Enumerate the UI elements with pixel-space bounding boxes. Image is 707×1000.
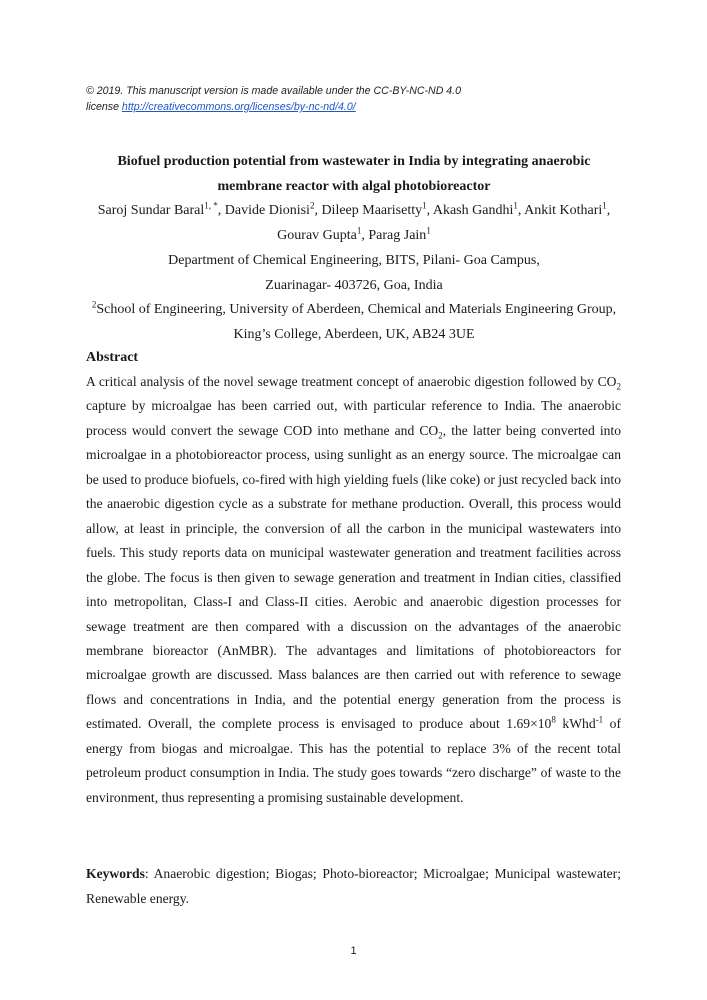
affiliation-1-line-2: Zuarinagar- 403726, Goa, India: [265, 278, 443, 293]
abstract-heading: Abstract: [86, 350, 139, 365]
affiliation-2-text: School of Engineering, University of Aberdeen, Chemical and Materials Engineering Group,: [96, 302, 617, 317]
author-name: Akash Gandhi: [432, 203, 514, 218]
author-name: Davide Dionisi: [224, 203, 310, 218]
author-affiliation-mark: 1: [422, 200, 427, 211]
affiliation-2-line-1: [72, 297, 636, 322]
author-name: Ankit Kothari: [524, 203, 603, 218]
affiliation-2-mark: 2: [91, 299, 97, 310]
author-separator: ,: [517, 203, 525, 218]
author-name: Saroj Sundar Baral: [97, 203, 205, 218]
license-prefix: license: [86, 101, 122, 113]
title-line-1: Biofuel production potential from wastewater in India by integrating anaerobic: [117, 154, 591, 169]
author-affiliation-mark: 1: [602, 200, 607, 211]
author-name: Dileep Maarisetty: [321, 203, 423, 218]
author-affiliation-mark: 1, *: [204, 200, 218, 211]
keywords-label: Keywords: [86, 866, 145, 881]
keywords-list: : Anaerobic digestion; Biogas; Photo-bioreactor; Microalgae; Municipal wastewater; Renewable energy.: [86, 866, 621, 906]
abstract-text: kWhd: [555, 716, 596, 732]
title-line-2: membrane reactor with algal photobioreactor: [217, 179, 491, 194]
license-line-1: © 2019. This manuscript version is made available under the CC-BY-NC-ND 4.0: [86, 85, 462, 97]
subscript: 2: [438, 430, 443, 441]
subscript: 2: [616, 381, 621, 392]
author-separator: ,: [426, 203, 433, 218]
author-separator: ,: [217, 203, 225, 218]
paper-title: [70, 149, 638, 199]
affiliation-1-line-1: Department of Chemical Engineering, BITS, Pilani- Goa Campus,: [168, 253, 540, 268]
abstract-text: capture by microalgae has been carried out, with particular reference to India. The anaerobic process would convert the sewage COD into methane and CO: [86, 398, 621, 438]
author-affiliation-mark: 1: [513, 200, 518, 211]
author-name: Gourav Gupta: [277, 228, 357, 243]
author-affiliation-mark: 1: [356, 225, 362, 236]
abstract-body: [86, 370, 621, 810]
abstract-text: of energy from biogas and microalgae. This has the potential to replace 3% of the recent total petroleum product consumption in India. The study goes towards “zero discharge” of waste to the environment, thus representing a promising sustainable development.: [86, 716, 621, 805]
affiliation-1: [72, 248, 636, 298]
author-separator: ,: [361, 228, 369, 243]
license-line-2: [86, 99, 626, 115]
keywords-section: [86, 861, 621, 911]
abstract-text: A critical analysis of the novel sewage treatment concept of anaerobic digestion followed by CO: [86, 374, 617, 389]
superscript: 8: [551, 714, 556, 725]
author-affiliation-mark: 2: [309, 200, 315, 211]
abstract-text: , the latter being converted into microalgae in a photobioreactor process, using sunlight as an energy source. The microalgae can be used to produce biofuels, co-fired with high yielding fuels (like coke) or just recycled back into the anaerobic digestion cycle as a substrate for methane production. Overall, this process would allow, at least in principle, the conversion of all the carbon in the municipal wastewaters into fuels. This study reports data on municipal wastewater generation and treatment facilities across the globe. The focus is then given to sewage generation and treatment in Indian cities, classified into metropolitan, Class-I and Class-II cities. Aerobic and anaerobic digestion processes for sewage treatment are then compared with a discussion on the advantages of the anaerobic membrane bioreactor (AnMBR). The advantages and limitations of photobioreactors for microalgae growth are discussed. Mass balances are then carried out with reference to sewage flows and concentrations in India, and the potential energy generation from the process is estimated. Overall, the complete process is envisaged to produce about 1.69×10: [86, 422, 621, 732]
page-number: 1: [350, 945, 357, 957]
license-link[interactable]: http://creativecommons.org/licenses/by-nc-nd/4.0/: [121, 101, 356, 113]
author-separator: ,: [606, 203, 611, 218]
license-notice: [86, 83, 626, 115]
author-separator: ,: [314, 203, 322, 218]
author-list: [72, 198, 636, 248]
affiliation-2-line-2: King’s College, Aberdeen, UK, AB24 3UE: [233, 327, 475, 342]
author-name: Parag Jain: [368, 228, 427, 243]
superscript: -1: [595, 714, 604, 725]
affiliation-2: [72, 297, 636, 347]
author-affiliation-mark: 1: [426, 225, 431, 236]
